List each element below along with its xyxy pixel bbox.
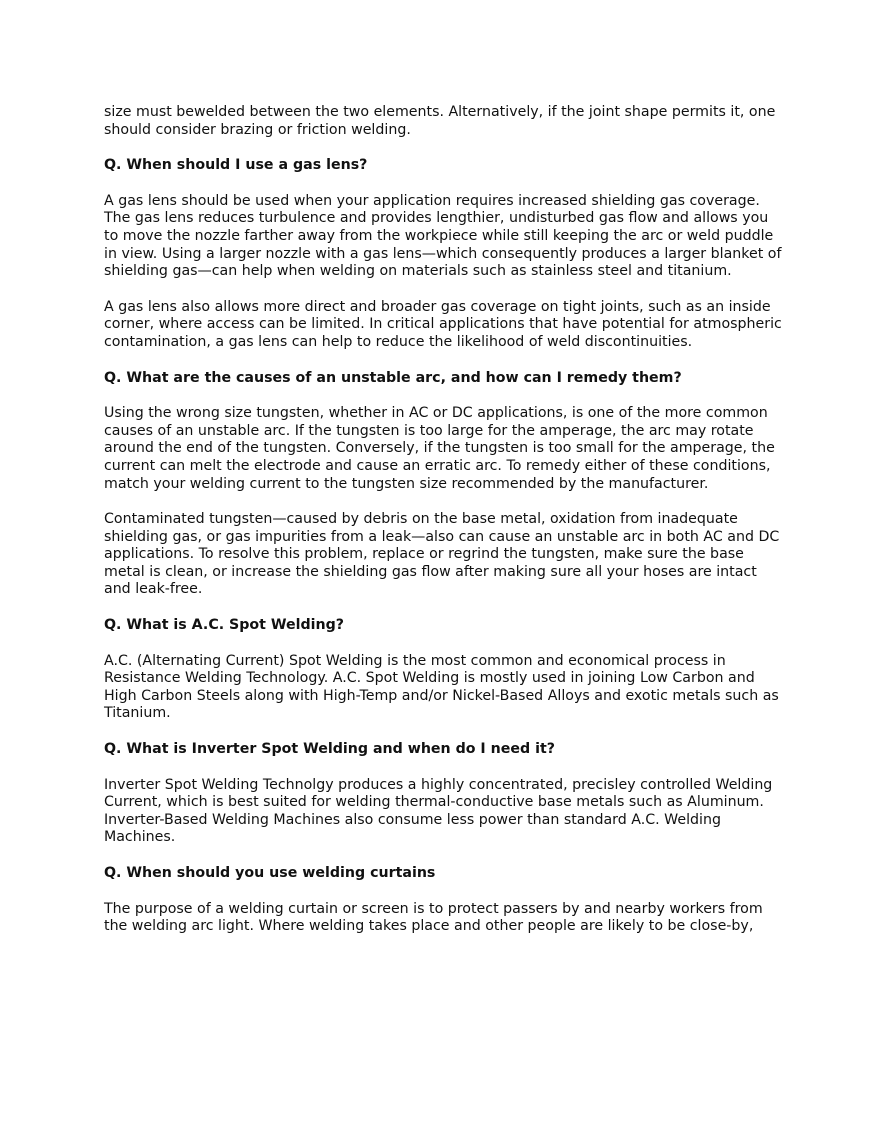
answer-paragraph: Contaminated tungsten—caused by debris on the base metal, oxidation from inadequate shielding gas, or gas impurities from a leak—also can cause an unstable arc in both AC and DC applications. To resolve this problem, replace or regrind the tungsten, make sure the base metal is clean, or increase the shielding gas flow after making sure all your hoses are intact and leak-free. bbox=[104, 511, 780, 598]
answer-paragraph: Using the wrong size tungsten, whether in AC or DC applications, is one of the more common causes of an unstable arc. If the tungsten is too large for the amperage, the arc may rotate around the end of the tungsten. Conversely, if the tungsten is too small for the amperage, the current can melt the electrode and cause an erratic arc. To remedy either of these conditions, match your welding current to the tungsten size recommended by the manufacturer. bbox=[104, 405, 775, 492]
question-heading-inverter-spot-welding: Q. What is Inverter Spot Welding and when do I need it? bbox=[104, 741, 555, 758]
intro-paragraph: size must bewelded between the two elements. Alternatively, if the joint shape permits it, one should consider brazing or friction welding. bbox=[104, 104, 776, 138]
question-heading-gas-lens: Q. When should I use a gas lens? bbox=[104, 157, 368, 174]
question-heading-ac-spot-welding: Q. What is A.C. Spot Welding? bbox=[104, 617, 345, 634]
answer-paragraph: Inverter Spot Welding Technolgy produces a highly concentrated, precisley controlled Welding Current, which is best suited for welding thermal-conductive base metals such as Aluminum. Inverter-Based Welding Machines also consume less power than standard A.C. Welding Machines. bbox=[104, 776, 773, 846]
question-heading-unstable-arc: Q. What are the causes of an unstable arc, and how can I remedy them? bbox=[104, 369, 682, 386]
answer-paragraph: A gas lens should be used when your application requires increased shielding gas coverage. The gas lens reduces turbulence and provides lengthier, undisturbed gas flow and allows you to move the nozzle farther away from the workpiece while still keeping the arc or weld puddle in view. Using a larger nozzle with a gas lens—which consequently produces a larger blanket of shielding gas—can help when welding on materials such as stainless steel and titanium. bbox=[104, 192, 782, 280]
question-heading-welding-curtains: Q. When should you use welding curtains bbox=[104, 865, 436, 881]
answer-paragraph: The purpose of a welding curtain or screen is to protect passers by and nearby workers from the welding arc light. Where welding takes place and other people are likely to be close-by, bbox=[104, 900, 763, 935]
answer-paragraph: A gas lens also allows more direct and broader gas coverage on tight joints, such as an inside corner, where access can be limited. In critical applications that have potential for atmospheric contamination, a gas lens can help to reduce the likelihood of weld discontinuities. bbox=[104, 298, 782, 350]
document-page bbox=[104, 104, 784, 954]
answer-paragraph: A.C. (Alternating Current) Spot Welding is the most common and economical process in Resistance Welding Technology. A.C. Spot Welding is mostly used in joining Low Carbon and High Carbon Steels along with High-Temp and/or Nickel-Based Alloys and exotic metals such as Titanium. bbox=[104, 652, 779, 722]
